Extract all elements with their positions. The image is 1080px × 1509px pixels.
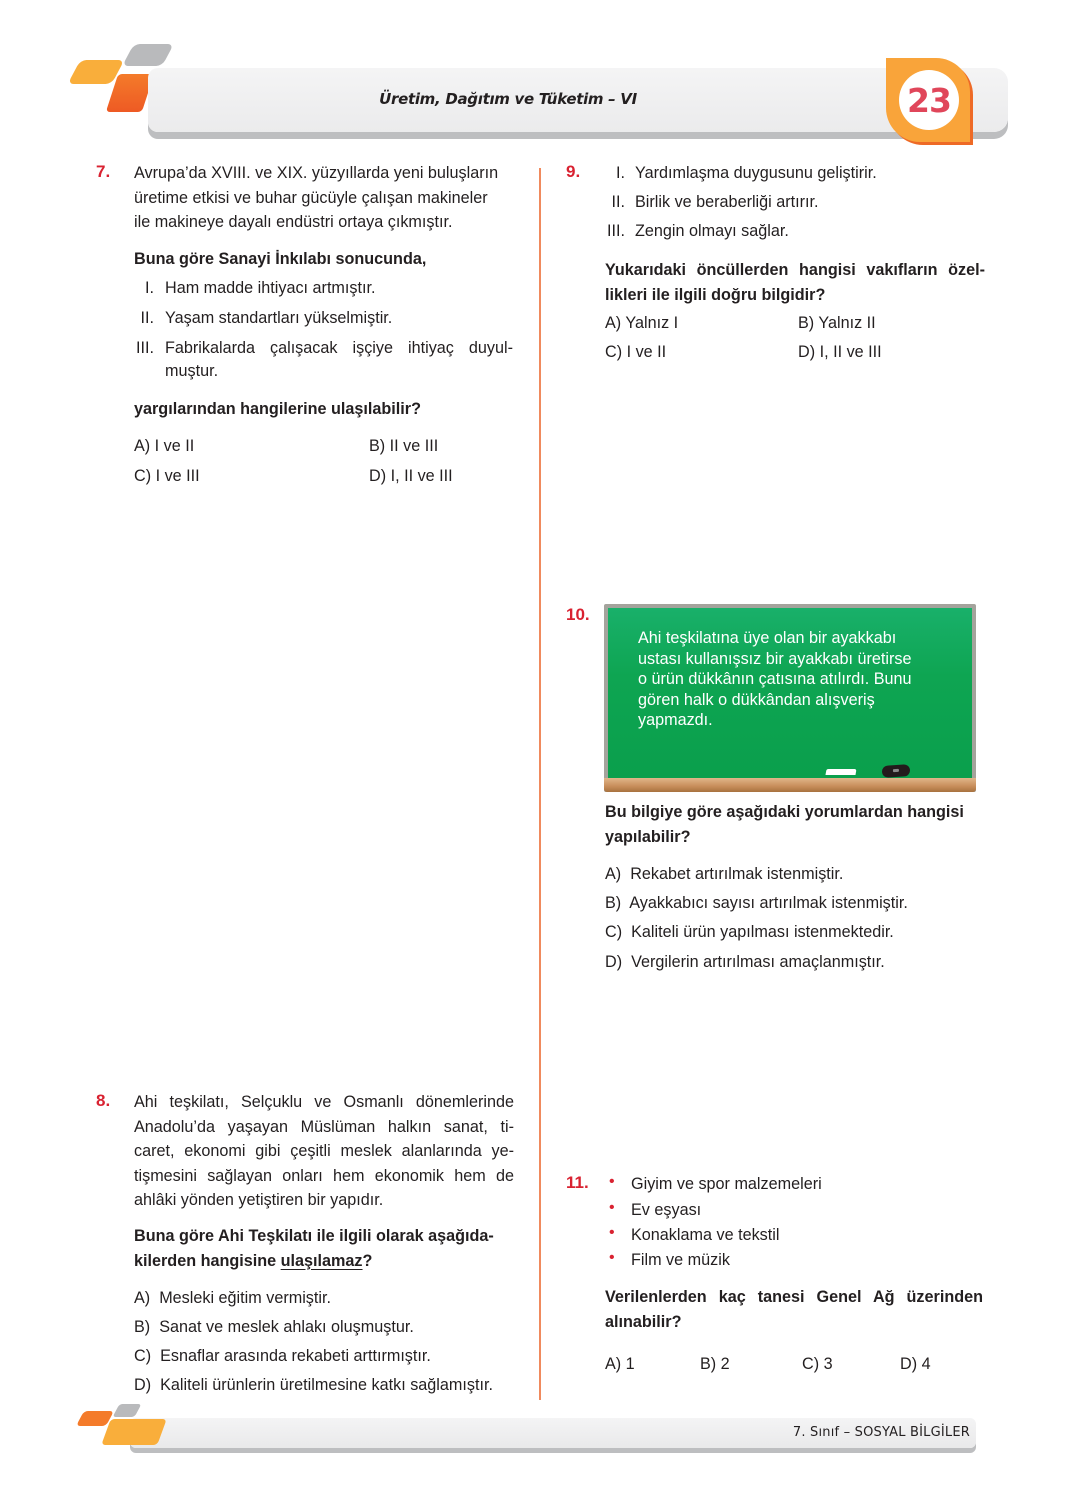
stem-line: Anadolu’da yaşayan Müslüman halkın sanat, ti-	[134, 1117, 514, 1136]
question-line: Bu bilgiye göre aşağıdaki yorumlardan hangisi	[605, 803, 964, 821]
option-text: Kaliteli ürün yapılması istenmektedir.	[631, 923, 894, 941]
premise-numeral: III.	[607, 222, 625, 240]
option-d[interactable]: D) 4	[900, 1355, 931, 1373]
question-number: 10.	[566, 605, 590, 624]
question-line: Yukarıdaki öncüllerden hangisi vakıfların özel-	[605, 261, 985, 279]
option-a[interactable]	[134, 1286, 331, 1311]
question-text	[605, 800, 985, 849]
premise-numeral: II.	[611, 193, 625, 211]
stem-line: caret, ekonomi gibi çeşitli meslek alanlarında ye-	[134, 1142, 514, 1160]
stem-line: Avrupa’da XVIII. ve XIX. yüzyıllarda yeni buluşların	[134, 164, 499, 182]
premise-numeral: II.	[140, 309, 154, 327]
chalkboard-ledge	[604, 778, 976, 792]
board-line: yapmazdı.	[638, 711, 713, 729]
option-b[interactable]: B) Yalnız II	[798, 314, 876, 332]
premise-text: Zengin olmayı sağlar.	[635, 222, 789, 240]
option-b[interactable]	[605, 891, 908, 916]
bullet-icon: •	[609, 1224, 615, 1241]
question-number: 8.	[96, 1091, 111, 1110]
chalkboard-illustration	[604, 604, 976, 792]
option-a[interactable]: A) Yalnız I	[605, 314, 679, 332]
premise-text: Ham madde ihtiyacı artmıştır.	[165, 279, 376, 297]
question-text	[605, 258, 985, 307]
option-text: Sanat ve meslek ahlakı oluşmuştur.	[159, 1318, 414, 1336]
option-letter: A)	[605, 865, 622, 883]
bullet-icon: •	[609, 1199, 615, 1216]
option-a[interactable]: A) I ve II	[134, 437, 195, 455]
option-d[interactable]: D) I, II ve III	[369, 467, 453, 485]
option-b[interactable]: B) II ve III	[369, 437, 439, 455]
board-line: Ahi teşkilatına üye olan bir ayakkabı	[638, 629, 897, 647]
option-d[interactable]	[605, 950, 885, 975]
page-number-badge	[886, 58, 970, 142]
board-line: o ürün dükkânın çatısına atılırdı. Bunu	[638, 670, 912, 688]
option-a[interactable]	[605, 862, 843, 887]
chalk-icon	[825, 769, 856, 775]
option-letter: B)	[605, 894, 622, 912]
question-line: yapılabilir?	[605, 827, 691, 846]
question-line: likleri ile ilgili doğru bilgidir?	[605, 285, 826, 304]
board-line: ustası kullanışsız bir ayakkabı üretirse	[638, 649, 912, 668]
list-item: Giyim ve spor malzemeleri	[631, 1175, 822, 1193]
premise-text: Yardımlaşma duygusunu geliştirir.	[635, 164, 877, 182]
question-number: 7.	[96, 162, 111, 181]
eraser-icon	[882, 764, 911, 778]
option-letter: B)	[134, 1318, 151, 1336]
question-number: 9.	[566, 162, 581, 181]
question-stem	[134, 1090, 514, 1213]
option-a[interactable]: A) 1	[605, 1355, 635, 1373]
option-text: Vergilerin artırılması amaçlanmıştır.	[631, 953, 885, 971]
column-divider	[539, 168, 541, 1400]
option-b[interactable]: B) 2	[700, 1355, 730, 1373]
question-fragment: ?	[362, 1251, 373, 1270]
list-item: Film ve müzik	[631, 1251, 730, 1269]
premise-numeral: I.	[145, 279, 154, 297]
option-text: Ayakkabıcı sayısı artırılmak istenmiştir.	[629, 894, 908, 912]
bullet-icon: •	[609, 1173, 615, 1190]
question-text	[134, 1224, 514, 1273]
premise-text: Birlik ve beraberliği artırır.	[635, 193, 819, 211]
option-letter: C)	[134, 1347, 152, 1365]
option-text: Rekabet artırılmak istenmiştir.	[630, 865, 844, 883]
footer-logo-tile-gray	[113, 1404, 142, 1417]
option-text: Mesleki eğitim vermiştir.	[159, 1289, 331, 1307]
option-text: Esnaflar arasında rekabeti arttırmıştır.	[160, 1347, 431, 1365]
bullet-icon: •	[609, 1249, 615, 1266]
stem-line: üretime etkisi ve buhar gücüyle çalışan makineler	[134, 188, 488, 207]
question-text	[605, 1285, 983, 1334]
option-c[interactable]	[134, 1344, 431, 1369]
stem-line: ahlâki yönden yetiştiren bir yapıdır.	[134, 1191, 384, 1209]
premise-numeral: III.	[136, 339, 154, 357]
option-d[interactable]	[134, 1373, 493, 1398]
option-c[interactable]	[605, 920, 894, 945]
option-d[interactable]: D) I, II ve III	[798, 343, 882, 361]
chalkboard-text	[638, 628, 958, 731]
option-letter: A)	[134, 1289, 151, 1307]
premise-text-continued: muştur.	[165, 362, 219, 380]
question-line: Buna göre Ahi Teşkilatı ile ilgili olarak aşağıda-	[134, 1227, 494, 1245]
question-line: alınabilir?	[605, 1312, 682, 1331]
stem-line: ile makineye dayalı endüstri ortaya çıkmıştır.	[134, 213, 453, 231]
header-logo-tile-gray	[122, 44, 174, 66]
option-letter: D)	[605, 953, 623, 971]
stem-line: tişmesini sağlayan onları hem ekonomik hem de	[134, 1166, 514, 1185]
option-letter: D)	[134, 1376, 152, 1394]
footer-logo-tile-yellow	[101, 1419, 166, 1445]
list-item: Konaklama ve tekstil	[631, 1226, 780, 1244]
question-prompt: Buna göre Sanayi İnkılabı sonucunda,	[134, 250, 427, 268]
question-number: 11.	[566, 1173, 589, 1192]
option-b[interactable]	[134, 1315, 414, 1340]
option-c[interactable]: C) I ve II	[605, 343, 667, 361]
stem-line: Ahi teşkilatı, Selçuklu ve Osmanlı dönemlerinde	[134, 1093, 514, 1111]
question-line: Verilenlerden kaç tanesi Genel Ağ üzerinden	[605, 1288, 983, 1306]
underlined-keyword: ulaşılamaz	[280, 1251, 363, 1270]
question-fragment: kilerden hangisine	[134, 1251, 281, 1270]
premise-text: Yaşam standartları yükselmiştir.	[165, 309, 393, 327]
option-c[interactable]: C) I ve III	[134, 467, 200, 485]
list-item: Ev eşyası	[631, 1201, 702, 1219]
footer-banner	[130, 1418, 976, 1448]
question-text: yargılarından hangilerine ulaşılabilir?	[134, 400, 421, 418]
premise-numeral: I.	[616, 164, 625, 182]
page-number: 23	[907, 80, 951, 120]
question-stem	[134, 161, 514, 235]
option-c[interactable]: C) 3	[802, 1355, 833, 1373]
question-line	[134, 1249, 514, 1274]
unit-title: Üretim, Dağıtım ve Tüketim – VI	[379, 90, 637, 108]
option-letter: C)	[605, 923, 623, 941]
footer-subject-label: 7. Sınıf – SOSYAL BİLGİLER	[792, 1425, 970, 1440]
header-banner	[148, 68, 1008, 132]
board-line: gören halk o dükkândan alışveriş	[638, 690, 875, 709]
premise-text: Fabrikalarda çalışacak işçiye ihtiyaç duyul-	[165, 339, 513, 357]
option-text: Kaliteli ürünlerin üretilmesine katkı sağlamıştır.	[160, 1376, 493, 1394]
page-number-circle	[899, 70, 959, 130]
